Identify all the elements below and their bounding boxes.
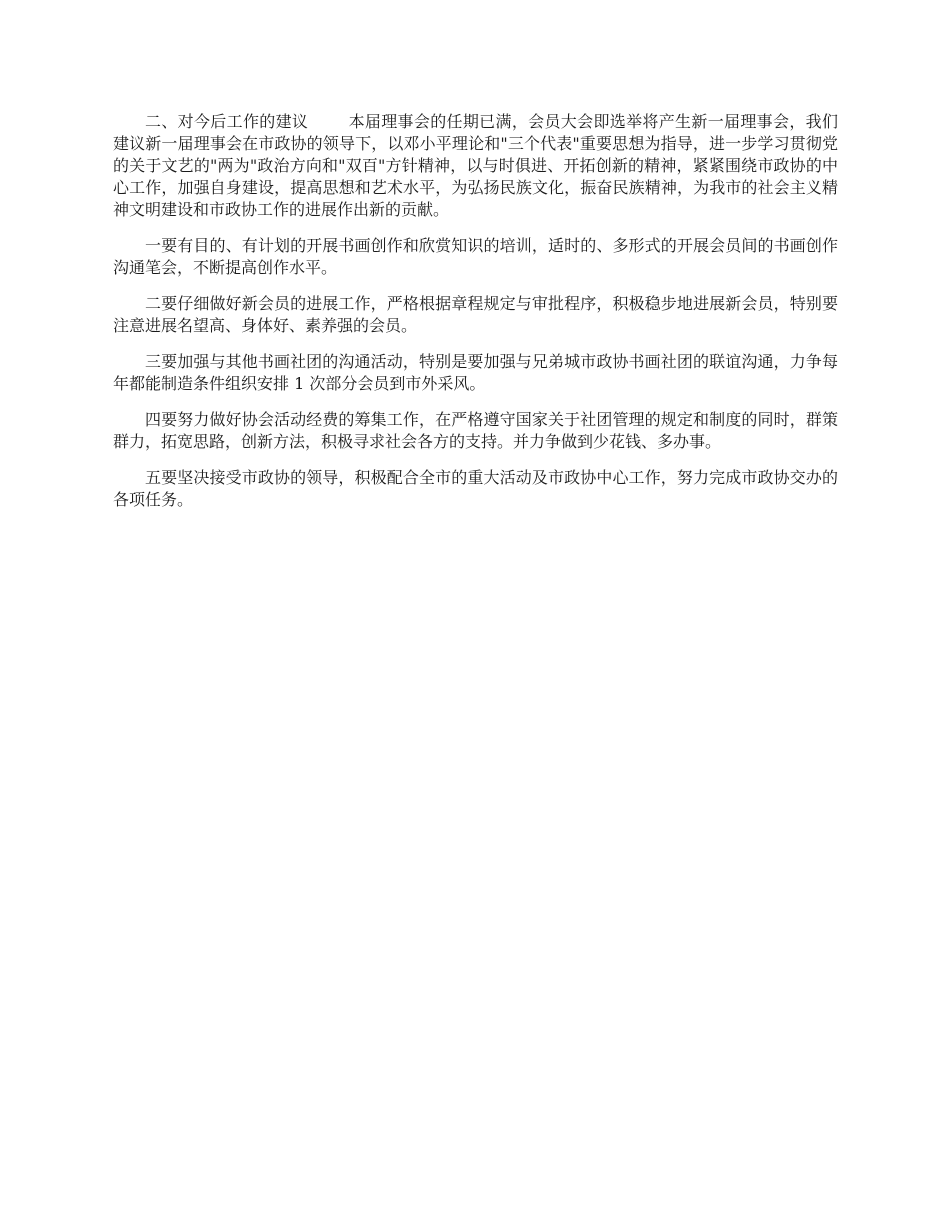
paragraph-text: 本届理事会的任期已满，会员大会即选举将产生新一届理事会，我们建议新一届理事会在市政协的领导下，以邓小平理论和"三个代表"重要思想为指导，进一步学习贯彻党的关于文艺的"两为"政治方向和"双百"方针精神，以与时俱进、开拓创新的精神，紧紧围绕市政协的中心工作，加强自身建设，提高思想和艺术水平，为弘扬民族文化，振奋民族精神，为我市的社会主义精神文明建设和市政协工作的进展作出新的贡献。 <box>113 112 838 219</box>
paragraph-item-3: 三要加强与其他书画社团的沟通活动，特别是要加强与兄弟城市政协书画社团的联谊沟通，力争每年都能制造条件组织安排 1 次部分会员到市外采风。 <box>113 352 838 393</box>
paragraph-intro <box>113 111 838 221</box>
paragraph-item-5: 五要坚决接受市政协的领导，积极配合全市的重大活动及市政协中心工作，努力完成市政协交办的各项任务。 <box>113 468 838 509</box>
paragraph-item-2: 二要仔细做好新会员的进展工作，严格根据章程规定与审批程序，积极稳步地进展新会员，特别要注意进展名望高、身体好、素养强的会员。 <box>113 294 838 335</box>
paragraph-item-1: 一要有目的、有计划的开展书画创作和欣赏知识的培训，适时的、多形式的开展会员间的书画创作沟通笔会，不断提高创作水平。 <box>113 236 838 277</box>
document-body <box>113 111 838 525</box>
section-heading: 二、对今后工作的建议 <box>145 112 309 131</box>
paragraph-item-4: 四要努力做好协会活动经费的筹集工作，在严格遵守国家关于社团管理的规定和制度的同时，群策群力，拓宽思路，创新方法，积极寻求社会各方的支持。并力争做到少花钱、多办事。 <box>113 410 838 451</box>
